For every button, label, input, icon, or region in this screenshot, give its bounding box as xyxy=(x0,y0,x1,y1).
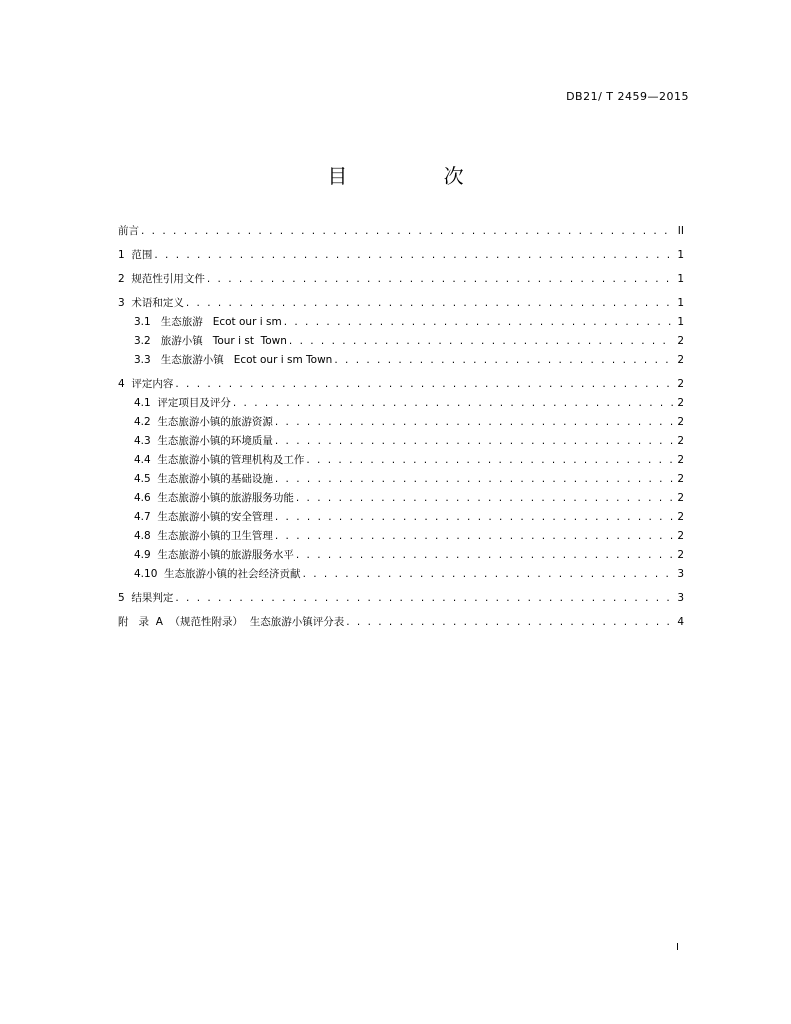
toc-entry-page: 1 xyxy=(677,273,684,285)
toc-dot-leader xyxy=(275,527,674,546)
toc-entry[interactable] xyxy=(118,589,684,608)
page-number: I xyxy=(676,942,679,953)
toc-entry-page: 2 xyxy=(677,492,684,504)
toc-dot-leader xyxy=(346,613,674,632)
toc-dot-leader xyxy=(175,375,674,394)
toc-entry-label: 4.4 生态旅游小镇的管理机构及工作 xyxy=(134,454,305,466)
toc-entry[interactable] xyxy=(118,294,684,313)
toc-entry[interactable] xyxy=(118,375,684,394)
toc-entry[interactable] xyxy=(118,470,684,489)
toc-entry-page: 2 xyxy=(677,335,684,347)
toc-entry-label: 4.3 生态旅游小镇的环境质量 xyxy=(134,435,273,447)
toc-entry[interactable] xyxy=(118,313,684,332)
toc-entry-page: 4 xyxy=(677,616,684,628)
toc-entry[interactable] xyxy=(118,413,684,432)
toc-entry[interactable] xyxy=(118,508,684,527)
toc-entry[interactable] xyxy=(118,613,684,632)
toc-entry-label: 4.5 生态旅游小镇的基础设施 xyxy=(134,473,273,485)
toc-entry[interactable] xyxy=(118,432,684,451)
toc-entry-page: 2 xyxy=(677,549,684,561)
toc-entry[interactable] xyxy=(118,246,684,265)
toc-entry-label: 3 术语和定义 xyxy=(118,297,184,309)
toc-entry-page: 3 xyxy=(677,568,684,580)
toc-entry-page: 1 xyxy=(677,297,684,309)
toc-entry-label: 4.6 生态旅游小镇的旅游服务功能 xyxy=(134,492,294,504)
toc-entry-page: 2 xyxy=(677,397,684,409)
toc-entry-page: 2 xyxy=(677,473,684,485)
toc-entry-label: 1 范围 xyxy=(118,249,153,261)
toc-entry[interactable] xyxy=(118,546,684,565)
toc-entry-label: 2 规范性引用文件 xyxy=(118,273,205,285)
toc-entry-page: II xyxy=(677,225,684,237)
toc-entry-label: 4 评定内容 xyxy=(118,378,174,390)
toc-entry-page: 3 xyxy=(677,592,684,604)
toc-entry-label: 4.2 生态旅游小镇的旅游资源 xyxy=(134,416,273,428)
table-of-contents xyxy=(118,222,684,632)
toc-dot-leader xyxy=(207,270,674,289)
toc-entry-label: 3.1 生态旅游 Ecot our i sm xyxy=(134,316,282,328)
toc-entry-page: 2 xyxy=(677,378,684,390)
toc-dot-leader xyxy=(275,432,674,451)
toc-dot-leader xyxy=(303,565,674,584)
document-code: DB21/ T 2459—2015 xyxy=(566,90,689,103)
toc-entry[interactable] xyxy=(118,222,684,241)
toc-entry[interactable] xyxy=(118,527,684,546)
toc-entry-label: 4.7 生态旅游小镇的安全管理 xyxy=(134,511,273,523)
toc-entry-label: 4.10 生态旅游小镇的社会经济贡献 xyxy=(134,568,301,580)
toc-entry[interactable] xyxy=(118,565,684,584)
page-title: 目 次 xyxy=(327,164,509,188)
toc-dot-leader xyxy=(296,489,674,508)
toc-dot-leader xyxy=(154,246,674,265)
toc-dot-leader xyxy=(296,546,674,565)
toc-dot-leader xyxy=(233,394,674,413)
toc-dot-leader xyxy=(275,413,674,432)
toc-entry[interactable] xyxy=(118,394,684,413)
toc-entry-label: 4.8 生态旅游小镇的卫生管理 xyxy=(134,530,273,542)
toc-entry-page: 2 xyxy=(677,354,684,366)
toc-dot-leader xyxy=(186,294,674,313)
toc-entry-label: 附 录 A （规范性附录） 生态旅游小镇评分表 xyxy=(118,616,345,628)
toc-entry-page: 2 xyxy=(677,511,684,523)
toc-entry-label: 3.2 旅游小镇 Tour i st Town xyxy=(134,335,287,347)
toc-entry-label: 4.9 生态旅游小镇的旅游服务水平 xyxy=(134,549,294,561)
toc-dot-leader xyxy=(175,589,674,608)
toc-dot-leader xyxy=(289,332,674,351)
toc-entry-page: 1 xyxy=(677,316,684,328)
toc-dot-leader xyxy=(275,470,674,489)
toc-entry-page: 2 xyxy=(677,530,684,542)
toc-entry[interactable] xyxy=(118,451,684,470)
toc-dot-leader xyxy=(306,451,674,470)
toc-entry[interactable] xyxy=(118,489,684,508)
toc-dot-leader xyxy=(141,222,674,241)
toc-entry-page: 2 xyxy=(677,454,684,466)
toc-entry[interactable] xyxy=(118,332,684,351)
toc-entry[interactable] xyxy=(118,351,684,370)
toc-entry-page: 2 xyxy=(677,435,684,447)
toc-entry-label: 5 结果判定 xyxy=(118,592,174,604)
toc-entry-label: 4.1 评定项目及评分 xyxy=(134,397,231,409)
toc-entry-page: 2 xyxy=(677,416,684,428)
toc-dot-leader xyxy=(284,313,674,332)
toc-entry-page: 1 xyxy=(677,249,684,261)
toc-entry-label: 3.3 生态旅游小镇 Ecot our i sm Town xyxy=(134,354,333,366)
toc-entry[interactable] xyxy=(118,270,684,289)
toc-dot-leader xyxy=(334,351,674,370)
toc-dot-leader xyxy=(275,508,674,527)
toc-entry-label: 前言 xyxy=(118,225,139,237)
